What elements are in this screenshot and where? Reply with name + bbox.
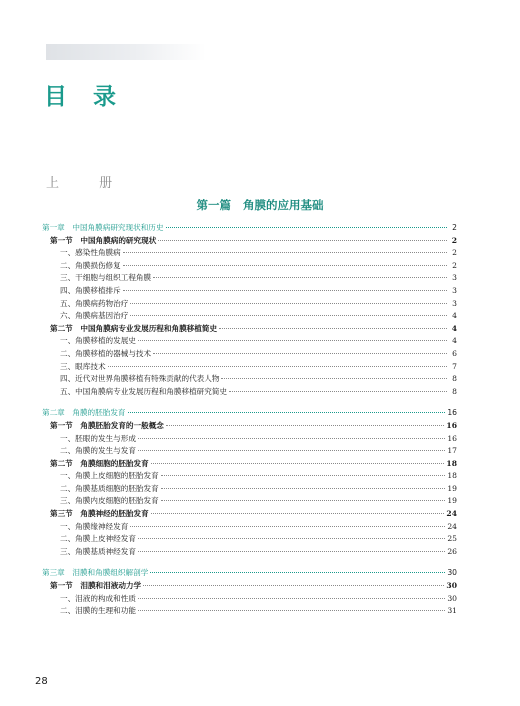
toc-item-entry[interactable]: [42, 605, 457, 618]
toc-entry-label: 第三节 角膜神经的胚胎发育: [50, 509, 149, 519]
toc-entry-label: 第二节 中国角膜病专业发展历程和角膜移植简史: [50, 323, 218, 333]
toc-chapter-spacer: [42, 558, 457, 567]
toc-entry-label: 二、角膜的发生与发育: [60, 446, 136, 456]
toc-page-number: 16: [447, 408, 457, 418]
toc-page-number: 16: [447, 433, 457, 443]
toc-item-entry[interactable]: [42, 361, 457, 374]
toc-item-entry[interactable]: [42, 247, 457, 260]
page-title: 目 录: [44, 84, 126, 110]
toc-dot-leader: [151, 513, 445, 514]
toc-page-number: 30: [447, 593, 457, 603]
toc-item-entry[interactable]: [42, 310, 457, 323]
toc-entry-label: 一、感染性角膜病: [60, 248, 121, 258]
toc-page-number: 26: [447, 546, 457, 556]
toc-item-entry[interactable]: [42, 348, 457, 361]
toc-dot-leader: [138, 551, 445, 552]
toc-page-number: 2: [452, 260, 457, 270]
toc-entry-label: 三、眼库技术: [60, 361, 106, 371]
toc-entry-label: 三、角膜基质神经发育: [60, 546, 136, 556]
toc-page-number: 18: [446, 458, 457, 468]
toc-dot-leader: [221, 378, 447, 379]
toc-dot-leader: [130, 315, 447, 316]
toc-item-entry[interactable]: [42, 285, 457, 298]
toc-chapter-spacer: [42, 398, 457, 407]
toc-item-entry[interactable]: [42, 373, 457, 386]
toc-dot-leader: [151, 463, 445, 464]
toc-item-entry[interactable]: [42, 593, 457, 606]
toc-item-entry[interactable]: [42, 260, 457, 273]
toc-dot-leader: [153, 277, 447, 278]
toc-dot-leader: [219, 328, 447, 329]
toc-dot-leader: [130, 526, 445, 527]
toc-page-number: 4: [451, 323, 457, 333]
toc-entry-label: 三、角膜内皮细胞的胚胎发育: [60, 496, 159, 506]
toc-page-number: 4: [452, 336, 457, 346]
toc-section-entry[interactable]: [42, 323, 457, 336]
toc-page-number: 19: [447, 483, 457, 493]
toc-page-number: 30: [446, 581, 457, 591]
toc-page-number: 24: [446, 509, 457, 519]
toc-dot-leader: [166, 425, 445, 426]
toc-page-number: 6: [452, 348, 457, 358]
toc-page-number: 2: [451, 235, 457, 245]
toc-item-entry[interactable]: [42, 272, 457, 285]
toc-entry-label: 第二节 角膜细胞的胚胎发育: [50, 458, 149, 468]
page-number: 28: [35, 676, 48, 687]
toc-entry-label: 二、泪膜的生理和功能: [60, 606, 136, 616]
toc-dot-leader: [153, 353, 447, 354]
toc-section-entry[interactable]: [42, 458, 457, 471]
toc-page-number: 2: [452, 248, 457, 258]
toc-dot-leader: [150, 572, 445, 573]
toc-page-number: 31: [447, 606, 457, 616]
toc-entry-label: 二、角膜基质细胞的胚胎发育: [60, 483, 159, 493]
toc-page-number: 3: [452, 298, 457, 308]
toc-page-number: 25: [447, 534, 457, 544]
toc-dot-leader: [161, 500, 446, 501]
toc-section-entry[interactable]: [42, 420, 457, 433]
toc-dot-leader: [161, 475, 446, 476]
toc-page-number: 3: [452, 285, 457, 295]
toc-dot-leader: [143, 585, 444, 586]
toc-section-entry[interactable]: [42, 508, 457, 521]
toc-dot-leader: [123, 265, 447, 266]
toc-entry-label: 第一节 泪膜和泪液动力学: [50, 581, 142, 591]
toc-dot-leader: [138, 450, 445, 451]
toc-page-number: 4: [452, 311, 457, 321]
toc-page-number: 8: [452, 374, 457, 384]
toc-dot-leader: [138, 610, 445, 611]
toc-entry-label: 第一章 中国角膜病研究现状和历史: [42, 223, 164, 232]
toc-chapter-entry[interactable]: [42, 222, 457, 235]
toc-entry-label: 第二章 角膜的胚胎发育: [42, 408, 126, 418]
toc-item-entry[interactable]: [42, 483, 457, 496]
toc-page-number: 19: [447, 496, 457, 506]
toc-dot-leader: [229, 391, 447, 392]
toc-page-number: 7: [452, 361, 457, 371]
toc-entry-label: 第一节 中国角膜病的研究现状: [50, 235, 157, 245]
toc-entry-label: 一、角膜移植的发展史: [60, 336, 136, 346]
toc-section-entry[interactable]: [42, 580, 457, 593]
toc-item-entry[interactable]: [42, 433, 457, 446]
toc-item-entry[interactable]: [42, 495, 457, 508]
toc-entry-label: 五、中国角膜病专业发展历程和角膜移植研究简史: [60, 386, 228, 396]
toc-item-entry[interactable]: [42, 546, 457, 559]
toc-entry-label: 四、近代对世界角膜移植有特殊贡献的代表人物: [60, 374, 220, 384]
toc-dot-leader: [130, 303, 447, 304]
toc-entry-label: 一、角膜缘神经发育: [60, 521, 129, 531]
toc-page-number: 18: [447, 471, 457, 481]
toc-dot-leader: [166, 227, 448, 228]
part-title: 第一篇 角膜的应用基础: [196, 198, 324, 212]
toc-page-number: 2: [452, 223, 457, 232]
toc-entry-label: 五、角膜病药物治疗: [60, 298, 129, 308]
toc-item-entry[interactable]: [42, 521, 457, 534]
toc-page-number: 8: [452, 386, 457, 396]
toc-dot-leader: [138, 538, 445, 539]
toc-item-entry[interactable]: [42, 386, 457, 399]
toc-chapter-entry[interactable]: [42, 567, 457, 580]
toc-entry-label: 四、角膜移植排斥: [60, 285, 121, 295]
toc-dot-leader: [138, 438, 445, 439]
toc-entry-label: 二、角膜上皮神经发育: [60, 534, 136, 544]
header-decoration-band: [46, 44, 206, 60]
toc-page-number: 24: [447, 521, 457, 531]
toc-dot-leader: [123, 290, 447, 291]
toc-item-entry[interactable]: [42, 335, 457, 348]
toc-entry-label: 二、角膜移植的器械与技术: [60, 348, 152, 358]
toc-page-number: 17: [447, 446, 457, 456]
toc-dot-leader: [108, 366, 447, 367]
toc-entry-label: 一、泪液的构成和性质: [60, 593, 136, 603]
toc-entry-label: 三、干细胞与组织工程角膜: [60, 273, 152, 283]
toc-entry-label: 二、角膜损伤修复: [60, 260, 121, 270]
toc-item-entry[interactable]: [42, 470, 457, 483]
toc-item-entry[interactable]: [42, 445, 457, 458]
toc-dot-leader: [161, 488, 446, 489]
toc-entry-label: 一、角膜上皮细胞的胚胎发育: [60, 471, 159, 481]
toc-entry-label: 第三章 泪膜和角膜组织解剖学: [42, 568, 149, 578]
toc-page-number: 30: [447, 568, 457, 578]
toc-item-entry[interactable]: [42, 533, 457, 546]
toc-dot-leader: [123, 252, 447, 253]
toc-list: [42, 222, 457, 618]
toc-dot-leader: [158, 240, 447, 241]
toc-entry-label: 第一节 角膜胚胎发育的一般概念: [50, 420, 164, 430]
toc-page-number: 3: [452, 273, 457, 283]
toc-item-entry[interactable]: [42, 298, 457, 311]
volume-label: 上 册: [46, 176, 131, 191]
toc-entry-label: 六、角膜病基因治疗: [60, 311, 129, 321]
toc-dot-leader: [138, 598, 445, 599]
toc-dot-leader: [138, 340, 447, 341]
toc-dot-leader: [128, 412, 446, 413]
toc-entry-label: 一、胚眼的发生与形成: [60, 433, 136, 443]
toc-chapter-entry[interactable]: [42, 407, 457, 420]
toc-page-number: 16: [446, 420, 457, 430]
toc-section-entry[interactable]: [42, 235, 457, 248]
